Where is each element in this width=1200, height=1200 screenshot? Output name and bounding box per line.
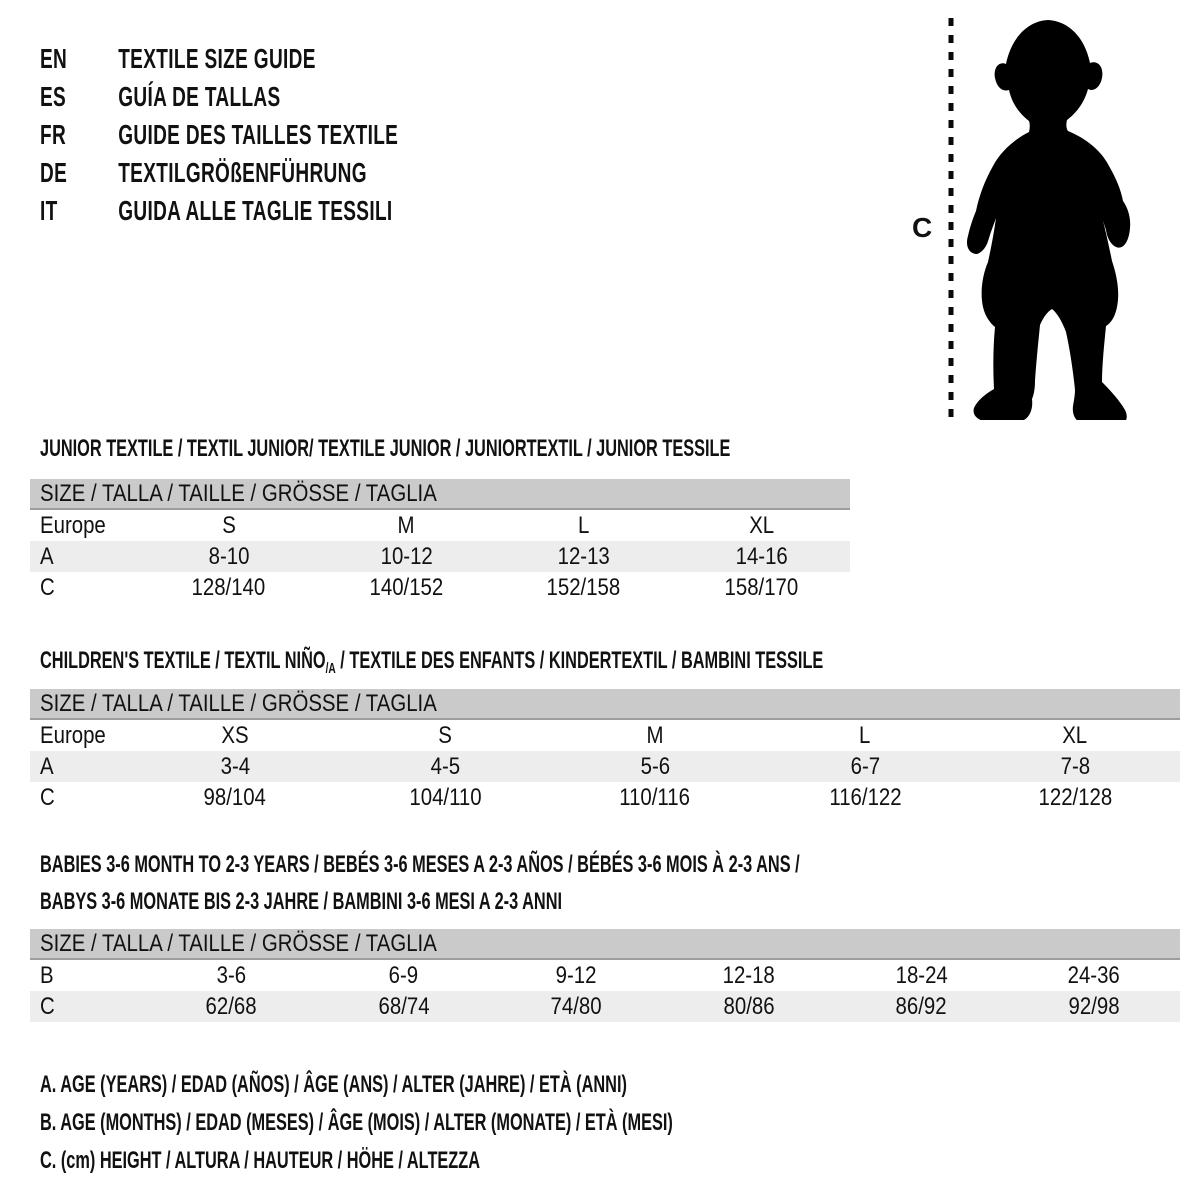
size-cell: 68/74 (378, 992, 430, 1020)
size-cell: L (578, 511, 590, 539)
size-cell: 158/170 (724, 573, 799, 601)
language-code: FR (40, 119, 67, 150)
size-header-bar (30, 479, 850, 510)
language-code: EN (40, 43, 68, 74)
junior-section-title: JUNIOR TEXTILE / TEXTIL JUNIOR/ TEXTILE JUNIOR / JUNIORTEXTIL / JUNIOR TESSILE (40, 435, 731, 462)
height-measure-line (946, 16, 956, 425)
size-cell: 7-8 (1060, 752, 1090, 780)
size-cell: 6-9 (389, 961, 419, 989)
size-cell: 104/110 (408, 783, 482, 811)
size-cell: 3-6 (216, 961, 246, 989)
legend-line-a: A. AGE (YEARS) / EDAD (AÑOS) / ÂGE (ANS) / ALTER (JAHRE) / ETÀ (ANNI) (40, 1071, 627, 1098)
language-row-en (40, 40, 567, 78)
row-label: C (40, 992, 55, 1020)
size-cell: 12-18 (722, 961, 775, 989)
measurement-legend (40, 1066, 971, 1180)
guide-title: GUÍA DE TALLAS (118, 81, 281, 112)
table-row (30, 991, 1180, 1022)
legend-line-c: C. (cm) HEIGHT / ALTURA / HAUTEUR / HÖHE / ALTEZZA (40, 1147, 481, 1174)
guide-title: GUIDA ALLE TAGLIE TESSILI (118, 195, 393, 226)
size-cell: 6-7 (850, 752, 880, 780)
toddler-silhouette-icon (963, 16, 1138, 425)
babies-section-title (40, 846, 1157, 920)
size-cell: XS (221, 721, 249, 749)
row-label: C (40, 783, 55, 811)
size-cell: 92/98 (1068, 992, 1120, 1020)
row-label: C (40, 573, 55, 601)
table-row (30, 782, 1180, 813)
size-header-label: SIZE / TALLA / TAILLE / GRÖSSE / TAGLIA (40, 929, 437, 957)
children-size-table (30, 689, 1180, 813)
size-cell: 98/104 (203, 783, 267, 811)
row-label: A (40, 752, 54, 780)
language-row-es (40, 78, 567, 116)
guide-title: GUIDE DES TAILLES TEXTILE (118, 119, 399, 150)
size-header-bar (30, 689, 1180, 720)
size-cell: 12-13 (557, 542, 610, 570)
row-label: Europe (40, 511, 106, 539)
size-cell: 128/140 (191, 573, 266, 601)
language-row-fr (40, 116, 567, 154)
babies-size-table (30, 929, 1180, 1022)
size-cell: 116/122 (828, 783, 902, 811)
size-cell: 9-12 (555, 961, 597, 989)
size-cell: XL (748, 511, 774, 539)
size-cell: 140/152 (369, 573, 444, 601)
children-section-title: CHILDREN'S TEXTILE / TEXTIL $NIÑO_{/A}$ / TEXTILE DES ENFANTS / KINDERTEXTIL / BAMBINI TESSILE (40, 647, 824, 677)
size-cell: S (221, 511, 236, 539)
legend-line-b: B. AGE (MONTHS) / EDAD (MESES) / ÂGE (MOIS) / ALTER (MONATE) / ETÀ (MESI) (40, 1109, 673, 1136)
size-header-label: SIZE / TALLA / TAILLE / GRÖSSE / TAGLIA (40, 689, 437, 717)
size-cell: 62/68 (205, 992, 257, 1020)
size-cell: 110/116 (619, 783, 691, 811)
height-measure-label: C (912, 212, 933, 243)
guide-title: TEXTILGRÖßENFÜHRUNG (118, 157, 367, 188)
table-row (30, 572, 850, 603)
row-label: Europe (40, 721, 106, 749)
title-subscript: /A (325, 660, 336, 677)
language-row-de (40, 154, 567, 192)
table-row (30, 960, 1180, 991)
table-row (30, 510, 850, 541)
guide-title: TEXTILE SIZE GUIDE (118, 43, 316, 74)
size-cell: 14-16 (735, 542, 788, 570)
row-label: B (40, 961, 54, 989)
language-code: DE (40, 157, 68, 188)
table-row (30, 720, 1180, 751)
table-row (30, 541, 850, 572)
size-cell: 4-5 (430, 752, 460, 780)
size-cell: M (397, 511, 415, 539)
size-header-bar (30, 929, 1180, 960)
language-code: ES (40, 81, 67, 112)
size-cell: S (438, 721, 452, 749)
size-cell: 24-36 (1067, 961, 1120, 989)
size-cell: 5-6 (640, 752, 670, 780)
babies-title-line-1: BABIES 3-6 MONTH TO 2-3 YEARS / BEBÉS 3-6 MESES A 2-3 AÑOS / BÉBÉS 3-6 MOIS À 2-3 ANS / (40, 851, 800, 878)
size-cell: L (859, 721, 871, 749)
size-cell: 18-24 (895, 961, 948, 989)
size-cell: 74/80 (550, 992, 602, 1020)
language-title-list (40, 40, 567, 230)
size-cell: 8-10 (208, 542, 250, 570)
size-cell: XL (1062, 721, 1088, 749)
size-cell: 86/92 (895, 992, 947, 1020)
size-cell: 80/86 (723, 992, 775, 1020)
size-cell: 122/128 (1038, 783, 1112, 811)
language-code: IT (40, 195, 58, 226)
babies-title-line-2: BABYS 3-6 MONATE BIS 2-3 JAHRE / BAMBINI 3-6 MESI A 2-3 ANNI (40, 888, 563, 915)
junior-size-table (30, 479, 850, 603)
size-cell: 152/158 (546, 573, 621, 601)
size-cell: M (646, 721, 664, 749)
row-label: A (40, 542, 54, 570)
size-cell: 10-12 (380, 542, 433, 570)
table-row (30, 751, 1180, 782)
size-cell: 3-4 (220, 752, 250, 780)
language-row-it (40, 192, 567, 230)
size-header-label: SIZE / TALLA / TAILLE / GRÖSSE / TAGLIA (40, 479, 437, 507)
